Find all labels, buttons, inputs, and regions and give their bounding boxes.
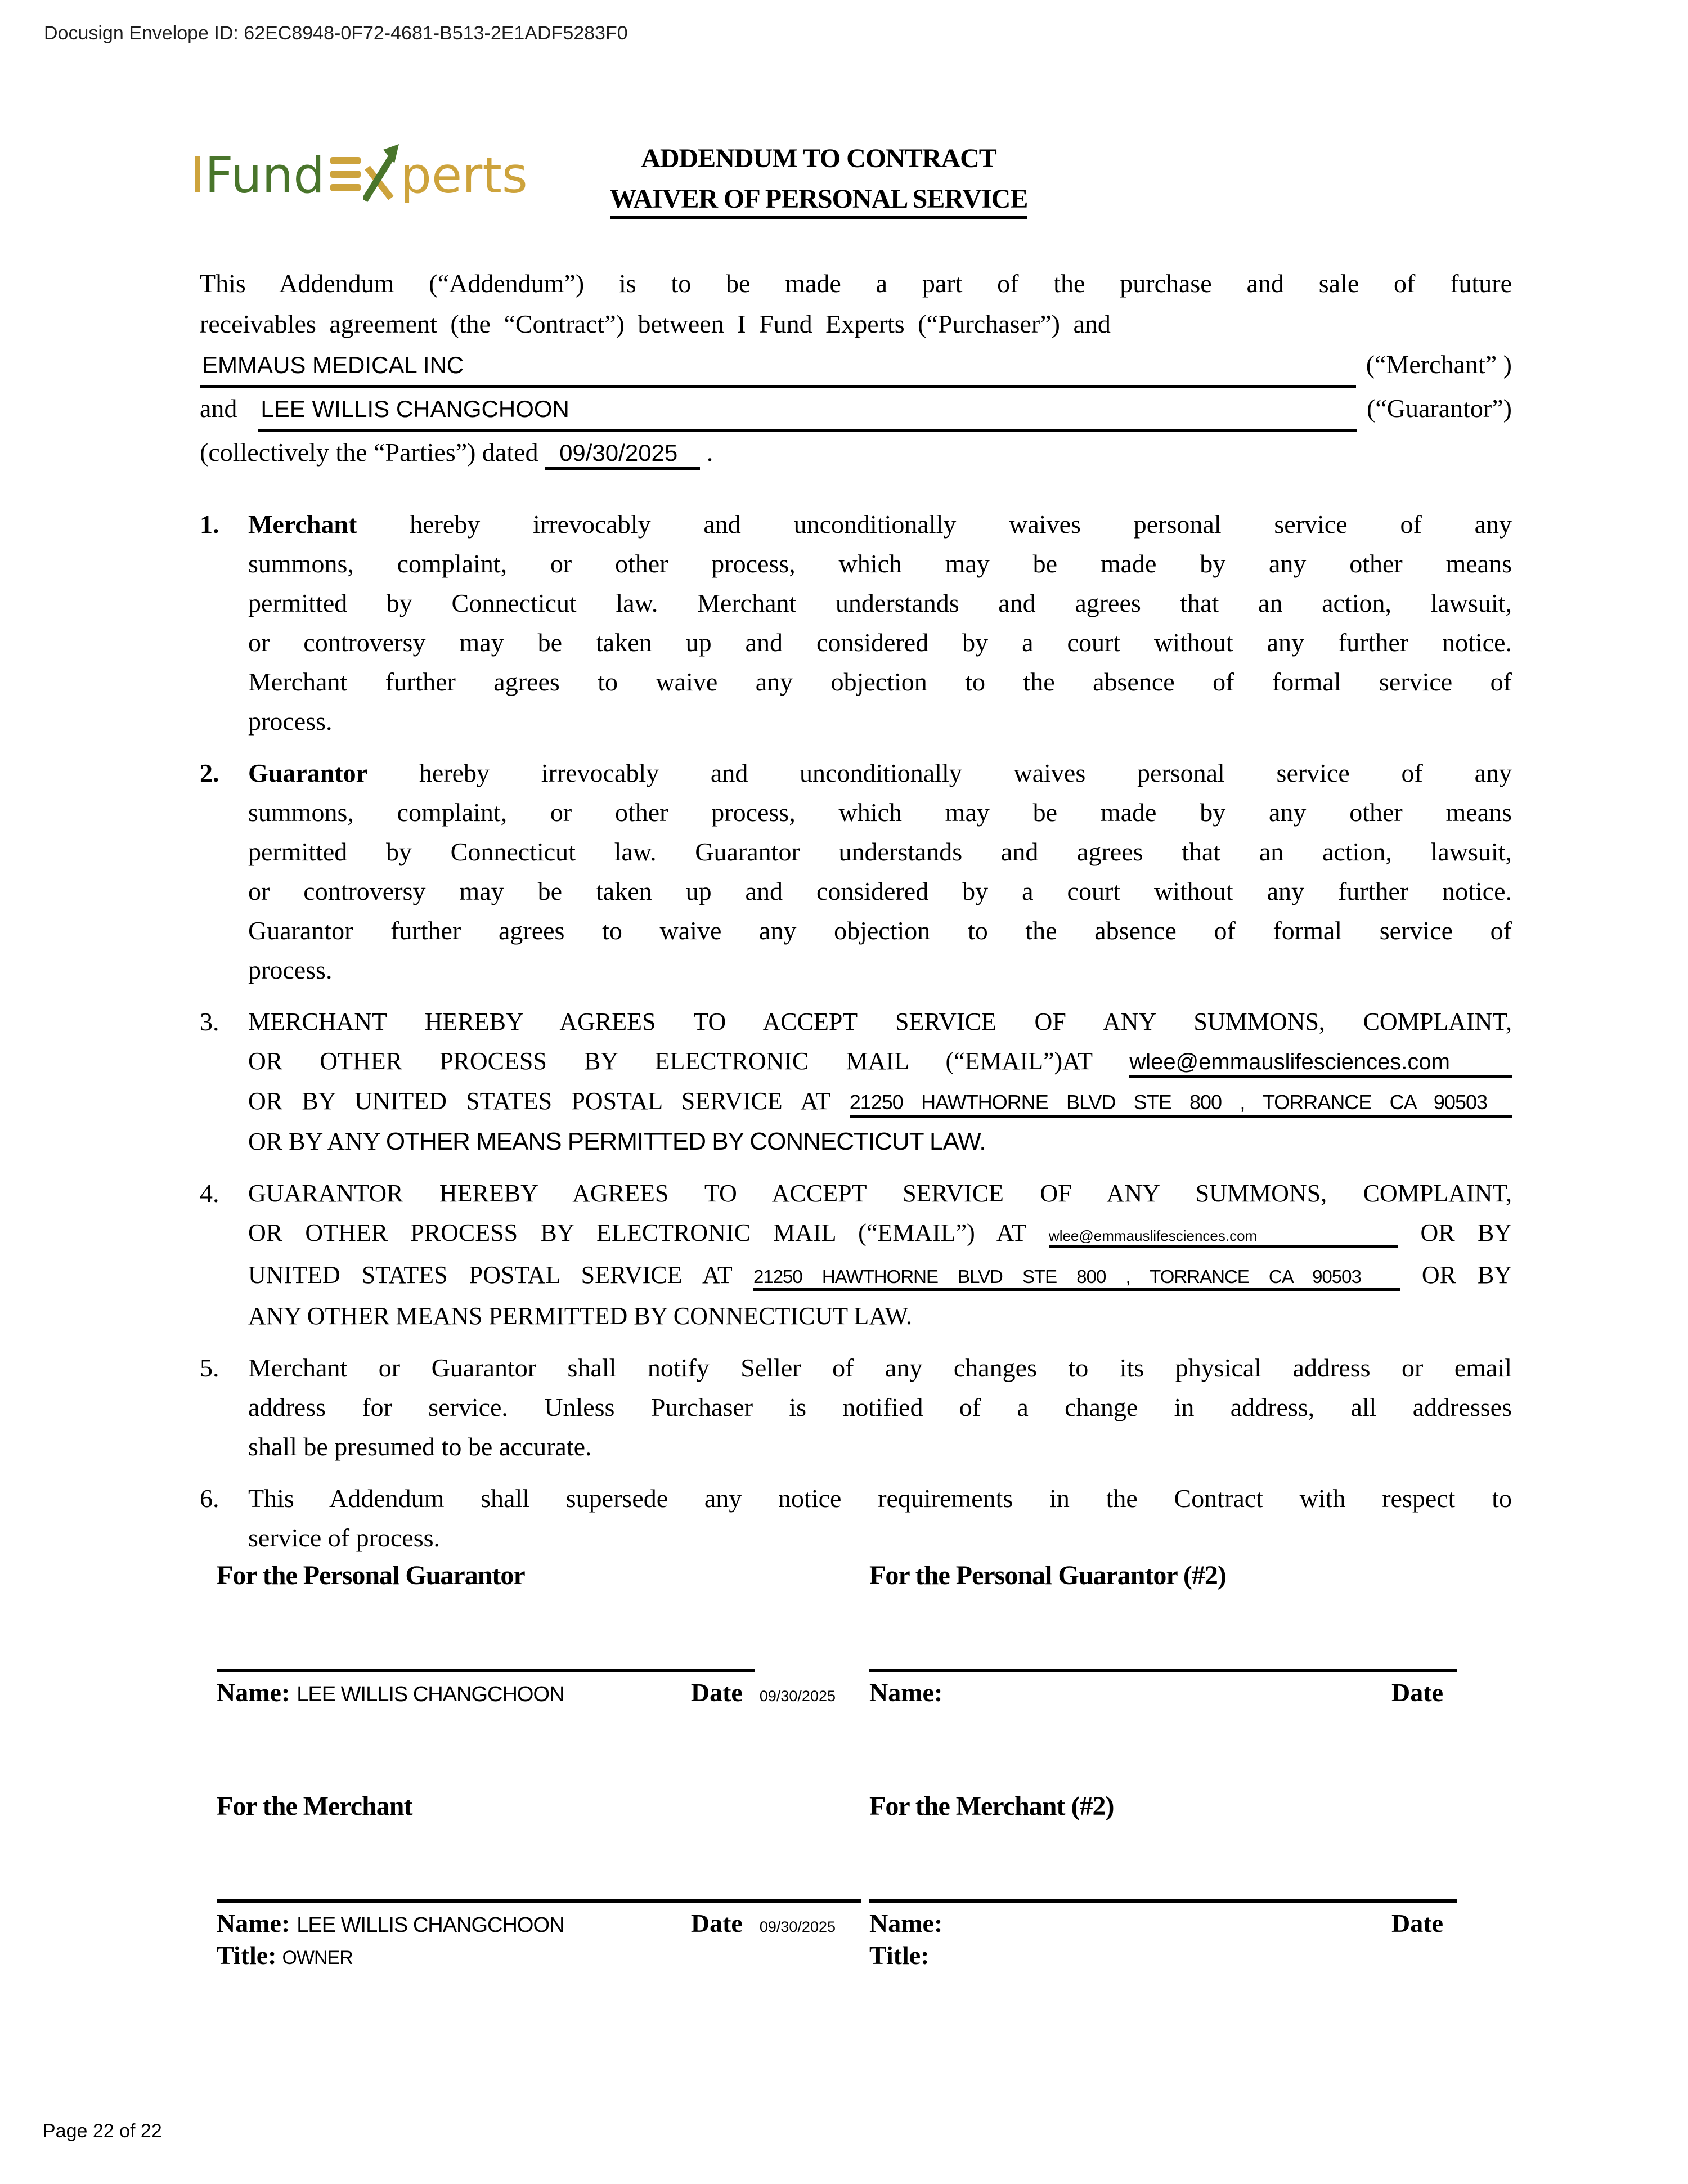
merchant-signature-section (200, 1791, 1463, 1970)
logo-text-i: I (190, 146, 205, 204)
clause-5-number: 5. (200, 1353, 219, 1382)
clause-4-number: 4. (200, 1179, 219, 1208)
clause-6: 6. This Addendum shall supersede any notice requirements in the Contract with respect to service of process. (200, 1479, 1512, 1558)
merchant-label: (“Merchant” ) (1366, 350, 1512, 379)
logo-arrow-icon (363, 142, 399, 200)
and-word: and (200, 394, 237, 423)
clause-6-number: 6. (200, 1484, 219, 1513)
merchant-1-title-value: OWNER (282, 1947, 353, 1968)
logo-text-fund: Fund (204, 146, 325, 204)
merchant-1-date-label: Date (690, 1909, 743, 1938)
merchant-name-blank (200, 344, 1356, 388)
numbered-clauses (200, 505, 1512, 1558)
guarantor-2-name-label: Name: (869, 1678, 943, 1707)
merchant-1-block (200, 1791, 869, 1970)
intro-line-1: This Addendum (“Addendum”) is to be made a part of the purchase and sale of future (200, 269, 1512, 298)
guarantor-1-name-label: Name: (217, 1678, 290, 1707)
merchant-service-address: 21250 HAWTHORNE BLVD STE 800 , TORRANCE CA 90503 (850, 1091, 1512, 1118)
merchant-1-name-value: LEE WILLIS CHANGCHOON (297, 1913, 564, 1937)
clause-1-number: 1. (200, 510, 219, 539)
merchant-2-signature-line (869, 1899, 1457, 1903)
document-body (200, 263, 1512, 1558)
clause-4: 4. GUARANTOR HEREBY AGREES TO ACCEPT SERVICE OF ANY SUMMONS, COMPLAINT, OR OTHER PROCESS BY ELECTRONIC MAIL (“EMAIL”) AT wlee@emmauslifesciences.com OR BY UNITED STATES POSTAL SERVICE AT 21250 HAWTHORNE BLVD STE 800 , TORRANCE CA 90503 OR BY ANY OTHER MEANS PERMITTED BY CONNECTICUT LAW. (200, 1174, 1512, 1336)
merchant-service-email: wlee@emmauslifesciences.com (1129, 1050, 1512, 1078)
logo-text-perts: perts (400, 146, 528, 204)
clause-1-lead: Merchant (248, 510, 357, 539)
merchant-name-value: EMMAUS MEDICAL INC (202, 352, 464, 378)
guarantor-2-block (869, 1560, 1463, 1707)
guarantor-signature-section (200, 1560, 1463, 1707)
clause-3: 3. MERCHANT HEREBY AGREES TO ACCEPT SERVICE OF ANY SUMMONS, COMPLAINT, OR OTHER PROCESS BY ELECTRONIC MAIL (“EMAIL”)AT wlee@emmauslifesciences.com OR BY UNITED STATES POSTAL SERVICE AT 21250 HAWTHORNE BLVD STE 800 , TORRANCE CA 90503 OR BY ANY OTHER MEANS PERMITTED BY CONNECTICUT LAW. (200, 1002, 1512, 1161)
guarantor-name-row (200, 388, 1512, 432)
guarantor-2-heading: For the Personal Guarantor (#2) (869, 1560, 1226, 1590)
guarantor-1-heading: For the Personal Guarantor (217, 1560, 525, 1590)
dated-row (200, 432, 1512, 473)
page-number: Page 22 of 22 (43, 2120, 162, 2142)
merchant-1-name-label: Name: (217, 1909, 290, 1938)
merchant-2-date-label: Date (1391, 1909, 1443, 1938)
merchant-2-block (869, 1791, 1463, 1970)
guarantor-1-date-label: Date (690, 1678, 743, 1707)
guarantor-name-blank (258, 388, 1357, 432)
clause-2-lead: Guarantor (248, 759, 368, 787)
merchant-2-title-label: Title: (869, 1941, 930, 1970)
document-title (551, 138, 1086, 219)
title-line-1: ADDENDUM TO CONTRACT (641, 143, 996, 173)
merchant-1-title-label: Title: (217, 1941, 277, 1970)
docusign-envelope-id: Docusign Envelope ID: 62EC8948-0F72-4681-B513-2E1ADF5283F0 (44, 23, 628, 44)
guarantor-1-date-value: 09/30/2025 (759, 1688, 836, 1705)
guarantor-2-signature-line (869, 1669, 1457, 1672)
logo-e-bars-icon (330, 157, 361, 191)
guarantor-name-value: LEE WILLIS CHANGCHOON (261, 396, 569, 422)
clause-5: 5. Merchant or Guarantor shall notify Seller of any changes to its physical address or email address for service. Unless Purchaser is notified of a change in address, all addresses shall be presumed to be accurate. (200, 1348, 1512, 1467)
intro-line-2: receivables agreement (the “Contract”) between I Fund Experts (“Purchaser”) and (200, 310, 1111, 338)
merchant-1-signature-line (217, 1899, 861, 1903)
clause-2: 2. Guarantor hereby irrevocably and unconditionally waives personal service of any summons, complaint, or other process, which may be made by any other means permitted by Connecticut law. Guarantor understands and agrees that an action, lawsuit, or controversy may be taken up and considered by a court without any further notice. Guarantor further agrees to waive any objection to the absence of formal service of process. (200, 754, 1512, 990)
guarantor-label: (“Guarantor”) (1367, 394, 1512, 423)
merchant-2-name-label: Name: (869, 1909, 943, 1938)
guarantor-1-name-value: LEE WILLIS CHANGCHOON (297, 1683, 564, 1706)
dated-suffix: . (706, 438, 713, 467)
merchant-name-row (200, 344, 1512, 388)
clause-2-number: 2. (200, 759, 219, 787)
dated-prefix: (collectively the “Parties”) dated (200, 438, 538, 467)
merchant-2-heading: For the Merchant (#2) (869, 1791, 1114, 1821)
clause-3-number: 3. (200, 1007, 219, 1036)
merchant-1-date-value: 09/30/2025 (759, 1918, 836, 1935)
guarantor-1-signature-line (217, 1669, 755, 1672)
guarantor-service-email: wlee@emmauslifesciences.com (1049, 1227, 1398, 1248)
dated-value: 09/30/2025 (545, 440, 700, 470)
guarantor-service-address: 21250 HAWTHORNE BLVD STE 800 , TORRANCE CA 90503 (753, 1266, 1400, 1291)
merchant-1-heading: For the Merchant (217, 1791, 412, 1821)
guarantor-1-block (200, 1560, 869, 1707)
guarantor-2-date-label: Date (1391, 1678, 1443, 1707)
ifundexperts-logo (190, 142, 528, 204)
clause-1: 1. Merchant hereby irrevocably and unconditionally waives personal service of any summons, complaint, or other process, which may be made by any other means permitted by Connecticut law. Merchant understands and agrees that an action, lawsuit, or controversy may be taken up and considered by a court without any further notice. Merchant further agrees to waive any objection to the absence of formal service of process. (200, 505, 1512, 741)
title-line-2: WAIVER OF PERSONAL SERVICE (551, 179, 1086, 219)
